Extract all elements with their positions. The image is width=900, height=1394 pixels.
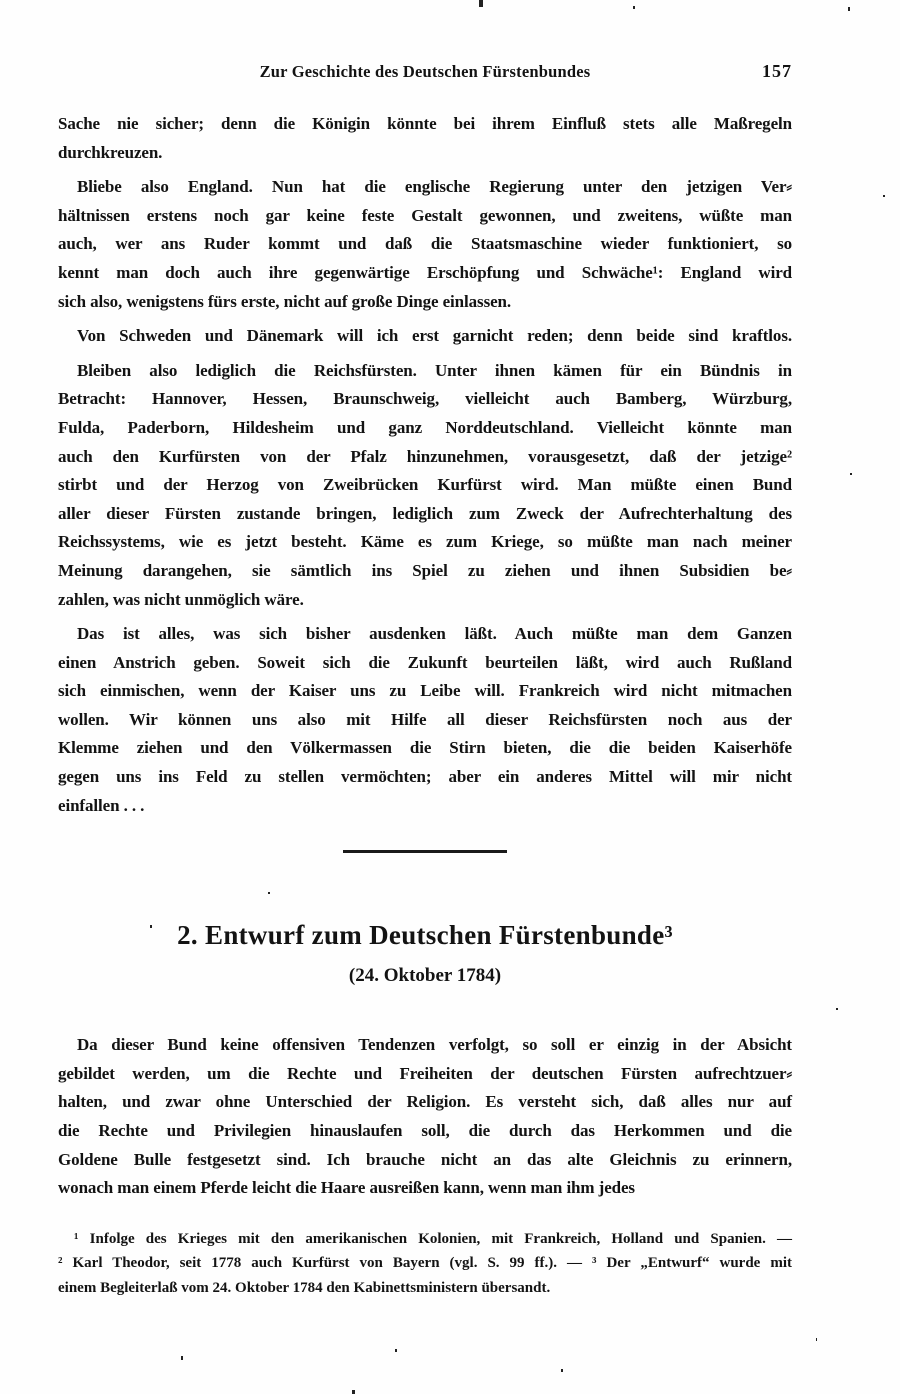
scan-artifact — [848, 7, 850, 11]
text-line: auch, wer ans Ruder kommt und daß die Staatsmaschine wieder funktioniert, so — [58, 234, 792, 254]
text-line: einen Anstrich geben. Soweit sich die Zukunft beurteilen läßt, wird auch Rußland — [58, 652, 792, 672]
text-line: Goldene Bulle festgesetzt sind. Ich brauche nicht an das alte Gleichnis zu erinnern, — [58, 1149, 792, 1169]
paragraph — [58, 1031, 792, 1203]
text-line: Reichssystems, wie es jetzt besteht. Käme es zum Kriege, so müßte man nach meiner — [58, 532, 792, 552]
page-number: 157 — [762, 61, 792, 81]
text-line: sich also, wenigstens fürs erste, nicht auf große Dinge einlassen. — [58, 291, 512, 311]
text-line: wollen. Wir können uns also mit Hilfe all dieser Reichsfürsten noch aus der — [58, 709, 792, 729]
scan-artifact — [816, 1338, 817, 1341]
text-line: kennt man doch auch ihre gegenwärtige Erschöpfung und Schwäche¹: England wird — [58, 262, 792, 282]
text-line: Das ist alles, was sich bisher ausdenken läßt. Auch müßte man dem Ganzen — [77, 624, 792, 644]
text-line: hältnissen erstens noch gar keine feste Gestalt gewonnen, und zweitens, wüßte man — [58, 205, 792, 225]
text-line: Bleiben also lediglich die Reichsfürsten. Unter ihnen kämen für ein Bündnis in — [77, 360, 792, 380]
scan-artifact — [633, 6, 635, 9]
scan-artifact — [836, 1008, 838, 1010]
section-divider — [343, 850, 507, 853]
text-line: Bliebe also England. Nun hat die englische Regierung unter den jetzigen Ver⸗ — [77, 177, 792, 197]
text-line: aller dieser Fürsten zustande bringen, lediglich zum Zweck der Aufrechterhaltung des — [58, 503, 792, 523]
paragraph — [58, 620, 792, 820]
text-line: Meinung darangehen, sie sämtlich ins Spiel zu ziehen und ihnen Subsidien be⸗ — [58, 560, 792, 580]
text-line: durchkreuzen. — [58, 142, 163, 162]
paragraph — [58, 357, 792, 614]
paragraph — [58, 322, 792, 351]
scan-artifact — [268, 892, 270, 894]
text-line: gegen uns ins Feld zu stellen vermöchten; aber ein anderes Mittel will mir nicht — [58, 767, 792, 787]
text-line: Klemme ziehen und den Völkermassen die Stirn bieten, die die beiden Kaiserhöfe — [58, 738, 792, 758]
text-column — [58, 110, 792, 1300]
paragraph — [58, 110, 792, 167]
scan-artifact — [352, 1390, 355, 1394]
scan-artifact — [850, 473, 852, 475]
text-line: einem Begleiterlaß vom 24. Oktober 1784 den Kabinettsministern übersandt. — [58, 1279, 551, 1296]
text-line: Fulda, Paderborn, Hildesheim und ganz Norddeutschland. Vielleicht könnte man — [58, 417, 792, 437]
footnotes — [58, 1227, 792, 1301]
text-line: Von Schweden und Dänemark will ich erst garnicht reden; denn beide sind kraftlos. — [77, 326, 792, 346]
paragraph — [58, 173, 792, 316]
scan-artifact — [561, 1369, 563, 1372]
text-line: sich einmischen, wenn der Kaiser uns zu Leibe will. Frankreich wird nicht mitmachen — [58, 681, 792, 701]
text-line: wonach man einem Pferde leicht die Haare ausreißen kann, wenn man ihm jedes — [58, 1178, 635, 1198]
text-line: halten, und zwar ohne Unterschied der Religion. Es versteht sich, daß alles nur auf — [58, 1092, 792, 1112]
text-line: einfallen . . . — [58, 795, 145, 815]
scan-artifact — [479, 0, 483, 7]
scan-artifact — [181, 1356, 183, 1360]
text-line: auch den Kurfürsten von der Pfalz hinzunehmen, vorausgesetzt, daß der jetzige² — [58, 446, 792, 466]
running-header — [58, 62, 792, 90]
text-line: Betracht: Hannover, Hessen, Braunschweig, vielleicht auch Bamberg, Würzburg, — [58, 389, 792, 409]
scan-artifact — [395, 1349, 397, 1352]
running-header-title: Zur Geschichte des Deutschen Fürstenbundes — [259, 62, 591, 81]
text-line: ¹ Infolge des Krieges mit den amerikanischen Kolonien, mit Frankreich, Holland und Spanien. — — [74, 1230, 792, 1247]
text-line: Sache nie sicher; denn die Königin könnte bei ihrem Einfluß stets alle Maßregeln — [58, 114, 792, 133]
scan-artifact — [150, 925, 152, 928]
section-subtitle: (24. Oktober 1784) — [348, 965, 502, 987]
text-line: Da dieser Bund keine offensiven Tendenzen verfolgt, so soll er einzig in der Absicht — [77, 1035, 792, 1055]
text-line: die Rechte und Privilegien hinauslaufen soll, die durch das Herkommen und die — [58, 1121, 792, 1141]
scan-artifact — [883, 195, 885, 197]
text-line: gebildet werden, um die Rechte und Freiheiten der deutschen Fürsten aufrechtzuer⸗ — [58, 1063, 792, 1083]
text-line: zahlen, was nicht unmöglich wäre. — [58, 589, 304, 609]
section-heading: 2. Entwurf zum Deutschen Fürstenbunde³ — [177, 920, 673, 951]
text-line: stirbt und der Herzog von Zweibrücken Kurfürst wird. Man müßte einen Bund — [58, 475, 792, 495]
text-line: ² Karl Theodor, seit 1778 auch Kurfürst von Bayern (vgl. S. 99 ff.). — ³ Der „Entwurf“ wurde mit — [58, 1255, 792, 1272]
